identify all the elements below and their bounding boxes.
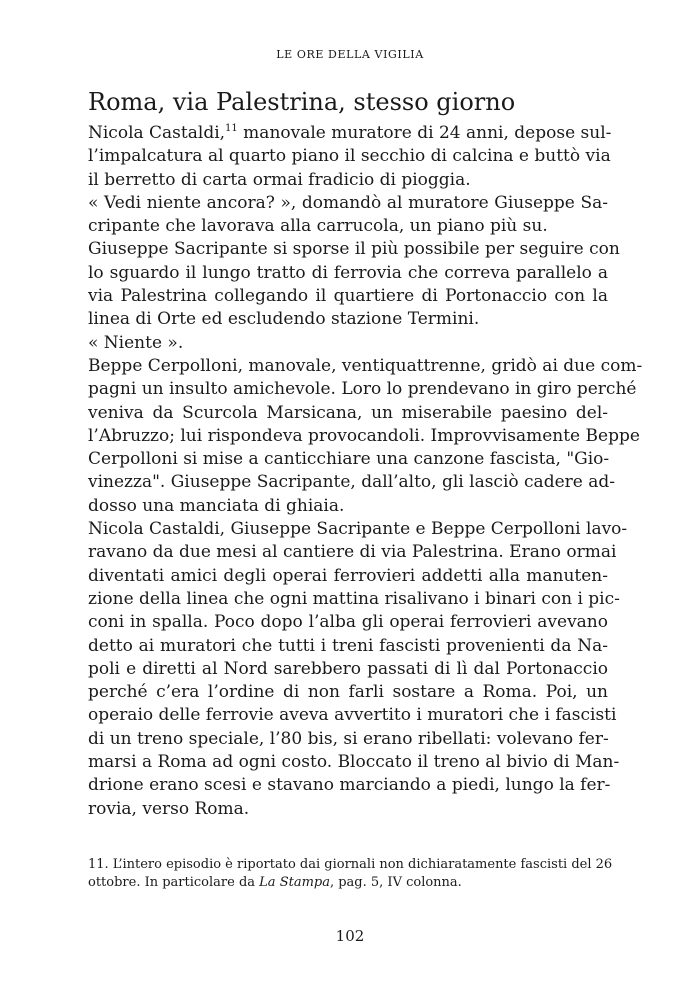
text-line: pagni un insulto amichevole. Loro lo prendevano in giro perché: [88, 379, 637, 400]
text-line: zione della linea che ogni mattina risalivano i binari con i pic-: [88, 588, 620, 609]
text-line: « Vedi niente ancora? », domandò al muratore Giuseppe Sa-: [88, 192, 608, 213]
text-line: poli e diretti al Nord sarebbero passati di lì dal Portonaccio: [88, 658, 608, 679]
text-line: cripante che lavorava alla carrucola, un piano più su.: [88, 216, 548, 237]
text-line: ravano da due mesi al cantiere di via Palestrina. Erano ormai: [88, 542, 617, 563]
body-text: [88, 122, 643, 821]
text-line: rovia, verso Roma.: [88, 798, 250, 819]
text-line: « Niente ».: [88, 332, 184, 353]
footnote-line: 11. L’intero episodio è riportato dai giornali non dichiaratamente fascisti del 26: [88, 857, 613, 872]
text-line: dosso una manciata di ghiaia.: [88, 495, 345, 516]
page-number: 102: [335, 927, 365, 945]
footnote: [88, 856, 613, 892]
text-line: coni in spalla. Poco dopo l’alba gli operai ferrovieri avevano: [88, 612, 608, 633]
text-line: di un treno speciale, l’80 bis, si erano ribellati: volevano fer-: [88, 728, 609, 749]
text-line: Cerpolloni si mise a canticchiare una canzone fascista, "Gio-: [88, 449, 610, 470]
footnote-line: [88, 874, 608, 892]
text-line: drione erano scesi e stavano marciando a piedi, lungo la fer-: [88, 775, 611, 796]
text-line: diventati amici degli operai ferrovieri addetti alla manuten-: [88, 565, 608, 586]
text-line: l’Abruzzo; lui rispondeva provocandoli. Improvvisamente Beppe: [88, 425, 640, 446]
footnote-segment: , pag. 5, IV colonna.: [329, 875, 462, 890]
text-line: linea di Orte ed escludendo stazione Termini.: [88, 309, 480, 330]
text-line: operaio delle ferrovie aveva avvertito i muratori che i fascisti: [88, 705, 617, 726]
text-line: detto ai muratori che tutti i treni fascisti provenienti da Na-: [88, 635, 608, 656]
text-segment: Nicola Castaldi,: [88, 123, 226, 143]
text-line: il berretto di carta ormai fradicio di pioggia.: [88, 169, 471, 190]
text-line: Giuseppe Sacripante si sporse il più possibile per seguire con: [88, 239, 620, 260]
text-line: perché c’era l’ordine di non farli sostare a Roma. Poi, un: [88, 682, 608, 703]
text-line: [88, 122, 612, 145]
text-line: veniva da Scurcola Marsicana, un miserabile paesino del-: [88, 402, 608, 423]
text-line: lo sguardo il lungo tratto di ferrovia che correva parallelo a: [88, 262, 608, 283]
newspaper-title: La Stampa: [259, 875, 330, 890]
text-line: l’impalcatura al quarto piano il secchio di calcina e buttò via: [88, 146, 611, 167]
text-line: vinezza". Giuseppe Sacripante, dall’alto, gli lasciò cadere ad-: [88, 472, 615, 493]
text-segment: manovale muratore di 24 anni, depose sul-: [237, 123, 612, 143]
text-line: marsi a Roma ad ogni costo. Bloccato il treno al bivio di Man-: [88, 752, 620, 773]
running-head: LE ORE DELLA VIGILIA: [276, 48, 424, 61]
text-line: Beppe Cerpolloni, manovale, ventiquattrenne, gridò ai due com-: [88, 355, 643, 376]
chapter-title: Roma, via Palestrina, stesso giorno: [88, 88, 516, 116]
footnote-segment: ottobre. In particolare da: [88, 875, 260, 890]
text-line: via Palestrina collegando il quartiere di Portonaccio con la: [88, 286, 608, 307]
text-line: Nicola Castaldi, Giuseppe Sacripante e Beppe Cerpolloni lavo-: [88, 519, 628, 540]
footnote-reference: 11: [225, 123, 238, 134]
